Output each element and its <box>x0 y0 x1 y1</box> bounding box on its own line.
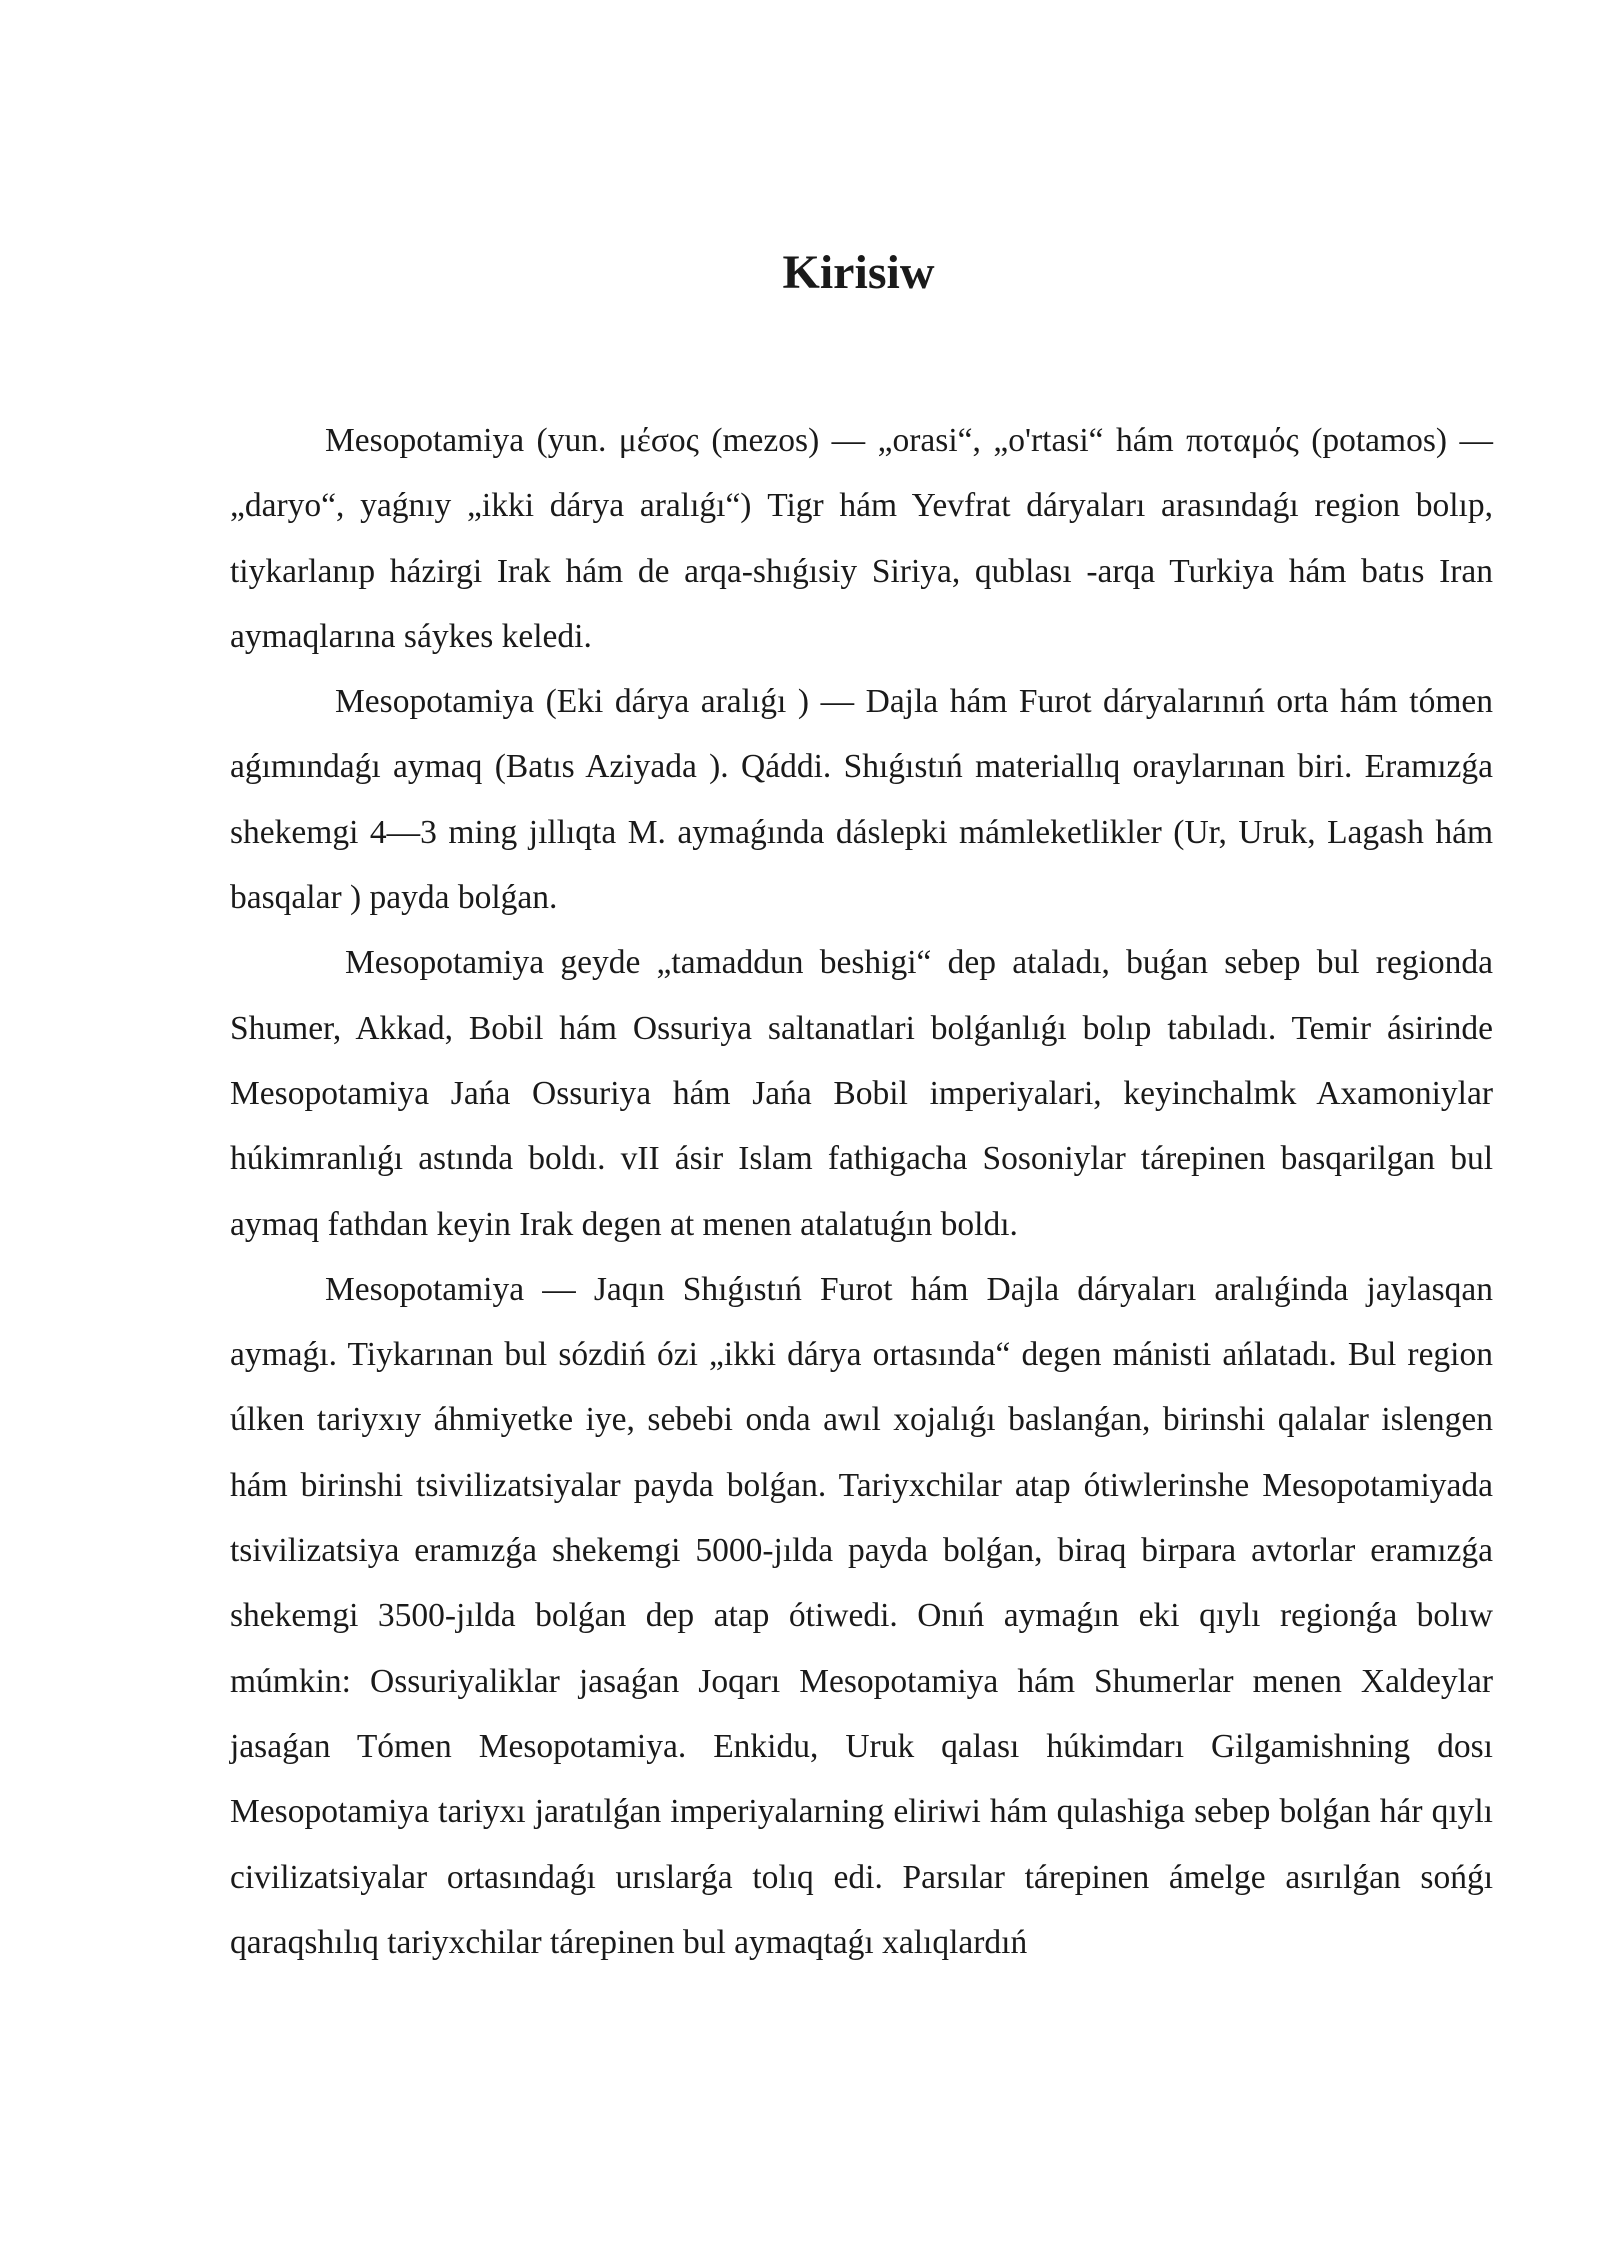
paragraph-2: Mesopotamiya (Eki dárya aralıǵı ) — Dajla hám Furot dáryalarınıń orta hám tómen aǵımındaǵı aymaq (Batıs Aziyada ). Qáddi. Shıǵıstıń materiallıq oraylarınan biri. Eramızǵa shekemgi 4—3 ming jıllıqta M. aymaǵında dáslepki mámleketlikler (Ur, Uruk, Lagash hám basqalar ) payda bolǵan. <box>230 683 1493 917</box>
paragraph-1: Mesopotamiya (yun. μέσος (mezos) — „orasi“, „o'rtasi“ hám ποταμός (potamos) — „daryo“, yaǵnıy „ikki dárya aralıǵı“) Tigr hám Yevfrat dáryaları arasındaǵı region bolıp, tiykarlanıp házirgi Irak hám de arqa-shıǵısiy Siriya, qublası -arqa Turkiya hám batıs Iran aymaqlarına sáykes keledi. <box>230 422 1493 655</box>
paragraph-3: Mesopotamiya geyde „tamaddun beshigi“ dep ataladı, buǵan sebep bul regionda Shumer, Akkad, Bobil hám Ossuriya saltanatlari bolǵanlıǵı bolıp tabıladı. Temir ásirinde Mesopotamiya Jańa Ossuriya hám Jańa Bobil imperiyalari, keyinchalmk Axamoniylar húkimranlıǵı astında boldı. vII ásir Islam fathigacha Sosoniylar tárepinen basqarilgan bul aymaq fathdan keyin Irak degen at menen atalatuǵın boldı. <box>230 944 1493 1243</box>
paragraph-4: Mesopotamiya — Jaqın Shıǵıstıń Furot hám Dajla dáryaları aralıǵinda jaylasqan aymaǵı. Tiykarınan bul sózdiń ózi „ikki dárya ortasında“ degen mánisti ańlatadı. Bul region úlken tariyxıy áhmiyetke iye, sebebi onda awıl xojalıǵı baslanǵan, birinshi qalalar islengen hám birinshi tsivilizatsiyalar payda bolǵan. Tariyxchilar atap ótiwlerinshe Mesopotamiyada tsivilizatsiya eramızǵa shekemgi 5000-jılda payda bolǵan, biraq birpara avtorlar eramızǵa shekemgi 3500-jılda bolǵan dep atap ótiwedi. Onıń aymaǵın eki qıylı regionǵa bolıw múmkin: Ossuriyaliklar jasaǵan Joqarı Mesopotamiya hám Shumerlar menen Xaldeylar jasaǵan Tómen Mesopotamiya. Enkidu, Uruk qalası húkimdarı Gilgamishning dosı Mesopotamiya tariyxı jaratılǵan imperiyalarning eliriwi hám qulashiga sebep bolǵan hár qıylı civilizatsiyalar ortasındaǵı urıslarǵa tolıq edi. Parsılar tárepinen ámelge asırılǵan sońǵı qaraqshılıq tariyxchilar tárepinen bul aymaqtaǵı xalıqlardıń <box>230 1270 1493 1961</box>
body-text <box>230 408 1493 1975</box>
page-title: Kirisiw <box>782 246 935 299</box>
